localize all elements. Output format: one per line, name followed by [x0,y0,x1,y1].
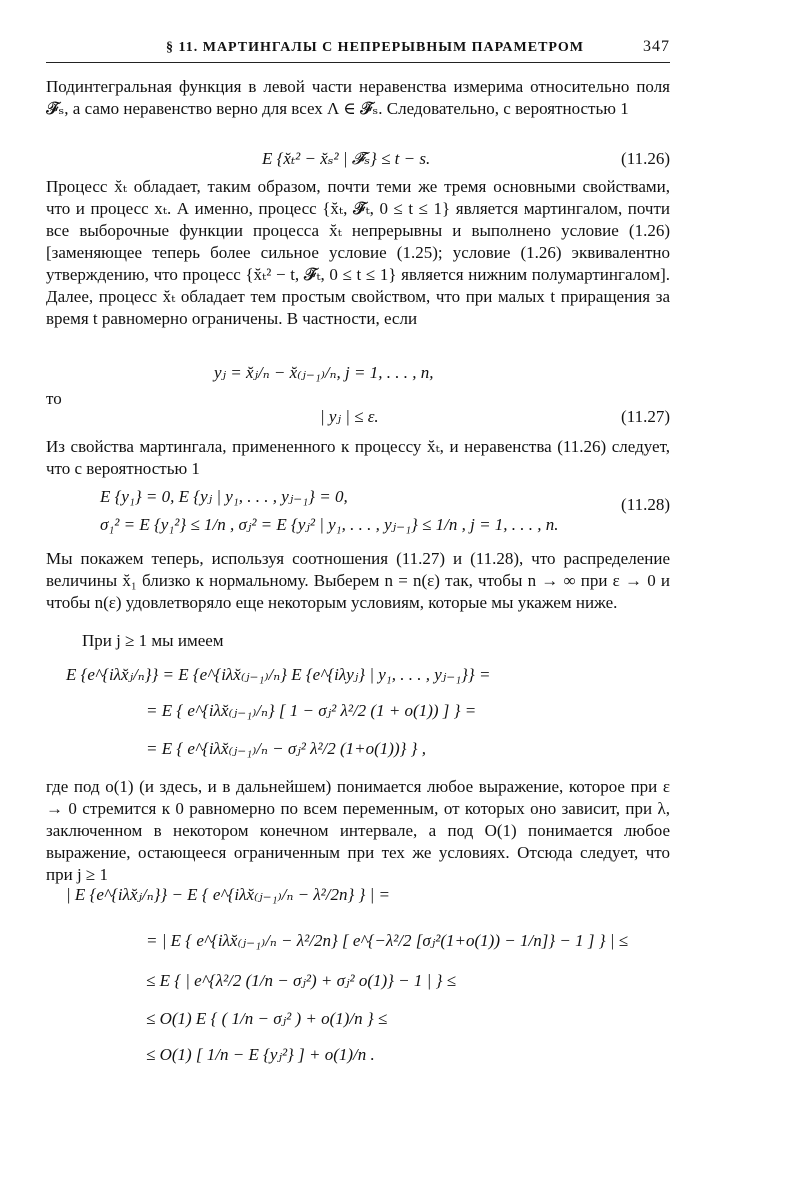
running-header [46,38,670,63]
equation-yj: yⱼ = x̆ⱼ/ₙ − x̆₍ⱼ₋₁₎/ₙ, j = 1, . . . , n, [214,363,434,382]
characteristic-line-3: = E { e^{iλx̆₍ⱼ₋₁₎/ₙ − σⱼ² λ²/2 (1+o(1))} } , [146,739,426,758]
paragraph-7: где под o(1) (и здесь, и в дальнейшем) понимается любое выражение, которое при ε → 0 стремится к 0 равномерно по всем переменным, от которых оно зависит, при λ, заключенном в некотором конечном интервале, а под O(1) понимается любое выражение, остающееся ограниченным при тех же условиях. Отсюда следует, что при j ≥ 1 [46,777,670,884]
equation-11-28-line-2: σ₁² = E {y₁²} ≤ 1/n , σⱼ² = E {yⱼ² | y₁, . . . , yⱼ₋₁} ≤ 1/n , j = 1, . . . , n. [100,515,559,534]
equation-11-28-label: (11.28) [621,495,670,514]
equation-11-28-line-1: E {y₁} = 0, E {yⱼ | y₁, . . . , yⱼ₋₁} = 0, [100,487,348,506]
paragraph-1: Подинтегральная функция в левой части неравенства измерима относительно поля 𝓕̆ₛ, а само неравенство верно для всех Λ ∈ 𝓕̆ₛ. Следовательно, с вероятностью 1 [46,77,670,118]
paragraph-6: При j ≥ 1 мы имеем [82,631,224,650]
equation-11-26-label: (11.26) [621,149,670,168]
inequality-line-5: ≤ O(1) [ 1/n − E {yⱼ²} ] + o(1)/n . [146,1045,375,1064]
paragraph-5: Мы покажем теперь, используя соотношения (11.27) и (11.28), что распределение величины x̆₁ близко к нормальному. Выберем n = n(ε) так, чтобы n → ∞ при ε → 0 и чтобы n(ε) удовлетворяло еще некоторым условиям, которые мы укажем ниже. [46,549,670,612]
characteristic-line-1: E {e^{iλx̆ⱼ/ₙ}} = E {e^{iλx̆₍ⱼ₋₁₎/ₙ} E {e^{iλyⱼ} | y₁, . . . , yⱼ₋₁}} = [66,665,491,684]
inequality-line-3: ≤ E { | e^{λ²/2 (1/n − σⱼ²) + σⱼ² o(1)} − 1 | } ≤ [146,971,456,990]
paragraph-2: Процесс x̆ₜ обладает, таким образом, почти теми же тремя основными свойствами, что и процесс xₜ. А именно, процесс {x̆ₜ, 𝓕̆ₜ, 0 ≤ t ≤ 1} является мартингалом, почти все выборочные функции процесса x̆ₜ непрерывны и выполнено условие (1.26) [заменяющее теперь более сильное условие (1.25); условие (1.26) эквивалентно утверждению, что процесс {x̆ₜ² − t, 𝓕̆ₜ, 0 ≤ t ≤ 1} является нижним полумартингалом]. Далее, процесс x̆ₜ обладает тем простым свойством, что при малых t приращения за время t равномерно ограничены. В частности, если [46,177,670,328]
equation-11-27-label: (11.27) [621,407,670,426]
characteristic-line-2: = E { e^{iλx̆₍ⱼ₋₁₎/ₙ} [ 1 − σⱼ² λ²/2 (1 + o(1)) ] } = [146,701,477,720]
section-title: § 11. МАРТИНГАЛЫ С НЕПРЕРЫВНЫМ ПАРАМЕТРОМ [166,40,585,55]
paragraph-4: Из свойства мартингала, примененного к процессу x̆ₜ, и неравенства (11.26) следует, что с вероятностью 1 [46,437,670,478]
inequality-line-1: | E {e^{iλx̆ⱼ/ₙ}} − E { e^{iλx̆₍ⱼ₋₁₎/ₙ − λ²/2n} } | = [66,885,390,904]
equation-11-27: | yⱼ | ≤ ε. [320,407,379,426]
equation-11-26: E {x̆ₜ² − x̆ₛ² | 𝓕̆ₛ} ≤ t − s. [262,149,431,168]
inequality-line-2: = | E { e^{iλx̆₍ⱼ₋₁₎/ₙ − λ²/2n} [ e^{−λ²/2 [σⱼ²(1+o(1)) − 1/n]} − 1 ] } | ≤ [146,931,629,950]
inequality-line-4: ≤ O(1) E { ( 1/n − σⱼ² ) + o(1)/n } ≤ [146,1009,388,1028]
paragraph-3: то [46,389,62,408]
page-number: 347 [643,38,670,55]
